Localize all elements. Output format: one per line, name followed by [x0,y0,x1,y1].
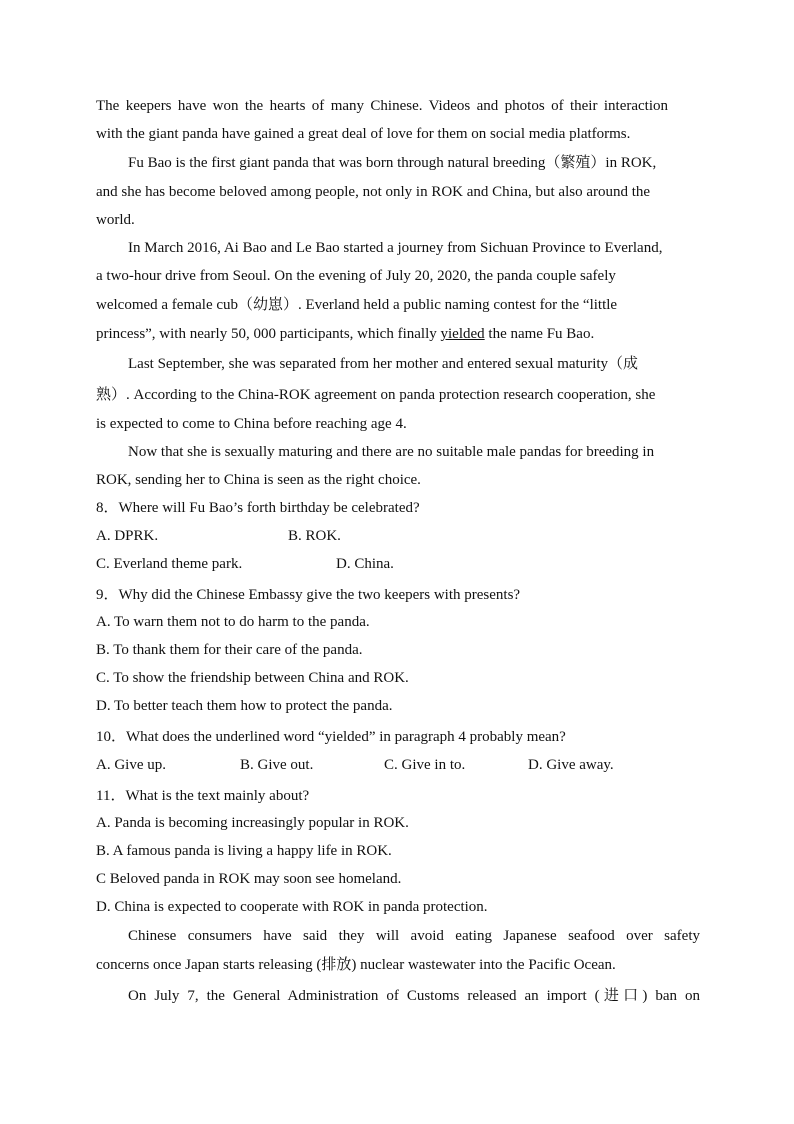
option-d: D. China. [336,556,394,572]
option-b: B. ROK. [288,528,341,544]
option-c: C. To show the friendship between China and ROK. [96,670,409,686]
paragraph-line: On July 7, the General Administration of Customs released an import (进口) ban on [128,988,700,1004]
option-a: A. To warn them not to do harm to the panda. [96,614,370,630]
paragraph-line: and she has become beloved among people, not only in ROK and China, but also around the [96,184,651,200]
paragraph-line: The keepers have won the hearts of many Chinese. Videos and photos of their interaction [96,98,668,114]
paragraph-line: Now that she is sexually maturing and there are no suitable male pandas for breeding in [128,444,655,460]
option-a: A. Panda is becoming increasingly popular in ROK. [96,815,409,831]
option-c: C. Everland theme park. [96,556,243,572]
paragraph-line: is expected to come to China before reaching age 4. [96,416,407,432]
option-c: C. Give in to. [384,757,466,773]
paragraph-line: welcomed a female cub（幼崽）. Everland held a public naming contest for the “little [96,297,618,313]
underlined-word: yielded [440,326,485,342]
question-stem: 11．What is the text mainly about? [96,788,310,804]
paragraph-line: In March 2016, Ai Bao and Le Bao started a journey from Sichuan Province to Everland, [128,240,663,256]
option-b: B. To thank them for their care of the panda. [96,642,363,658]
option-c: C Beloved panda in ROK may soon see homeland. [96,871,402,887]
paragraph-line: Fu Bao is the first giant panda that was born through natural breeding（繁殖）in ROK, [128,155,657,171]
question-stem: 10．What does the underlined word “yielded” in paragraph 4 probably mean? [96,729,566,745]
paragraph-line: a two-hour drive from Seoul. On the evening of July 20, 2020, the panda couple safely [96,268,616,284]
option-a: A. DPRK. [96,528,159,544]
paragraph-line: world. [96,212,135,228]
text-run: the name Fu Bao. [484,326,595,342]
paragraph-line: Chinese consumers have said they will avoid eating Japanese seafood over safety [128,928,700,944]
paragraph-line: Last September, she was separated from her mother and entered sexual maturity（成 [128,356,639,372]
paragraph-line: concerns once Japan starts releasing (排放) nuclear wastewater into the Pacific Ocean. [96,957,616,973]
question-stem: 9．Why did the Chinese Embassy give the two keepers with presents? [96,587,521,603]
option-b: B. A famous panda is living a happy life in ROK. [96,843,392,859]
option-a: A. Give up. [96,757,166,773]
paragraph-line: with the giant panda have gained a great deal of love for them on social media platforms. [96,126,631,142]
option-b: B. Give out. [240,757,314,773]
option-d: D. To better teach them how to protect the panda. [96,698,393,714]
paragraph-line: ROK, sending her to China is seen as the right choice. [96,472,421,488]
paragraph-line [96,324,594,344]
option-d: D. China is expected to cooperate with ROK in panda protection. [96,899,488,915]
paragraph-line: 熟）. According to the China-ROK agreement on panda protection research cooperation, she [96,387,656,403]
question-stem: 8．Where will Fu Bao’s forth birthday be celebrated? [96,500,420,516]
option-d: D. Give away. [528,757,614,773]
text-run: princess”, with nearly 50, 000 participants, which finally [96,326,441,342]
